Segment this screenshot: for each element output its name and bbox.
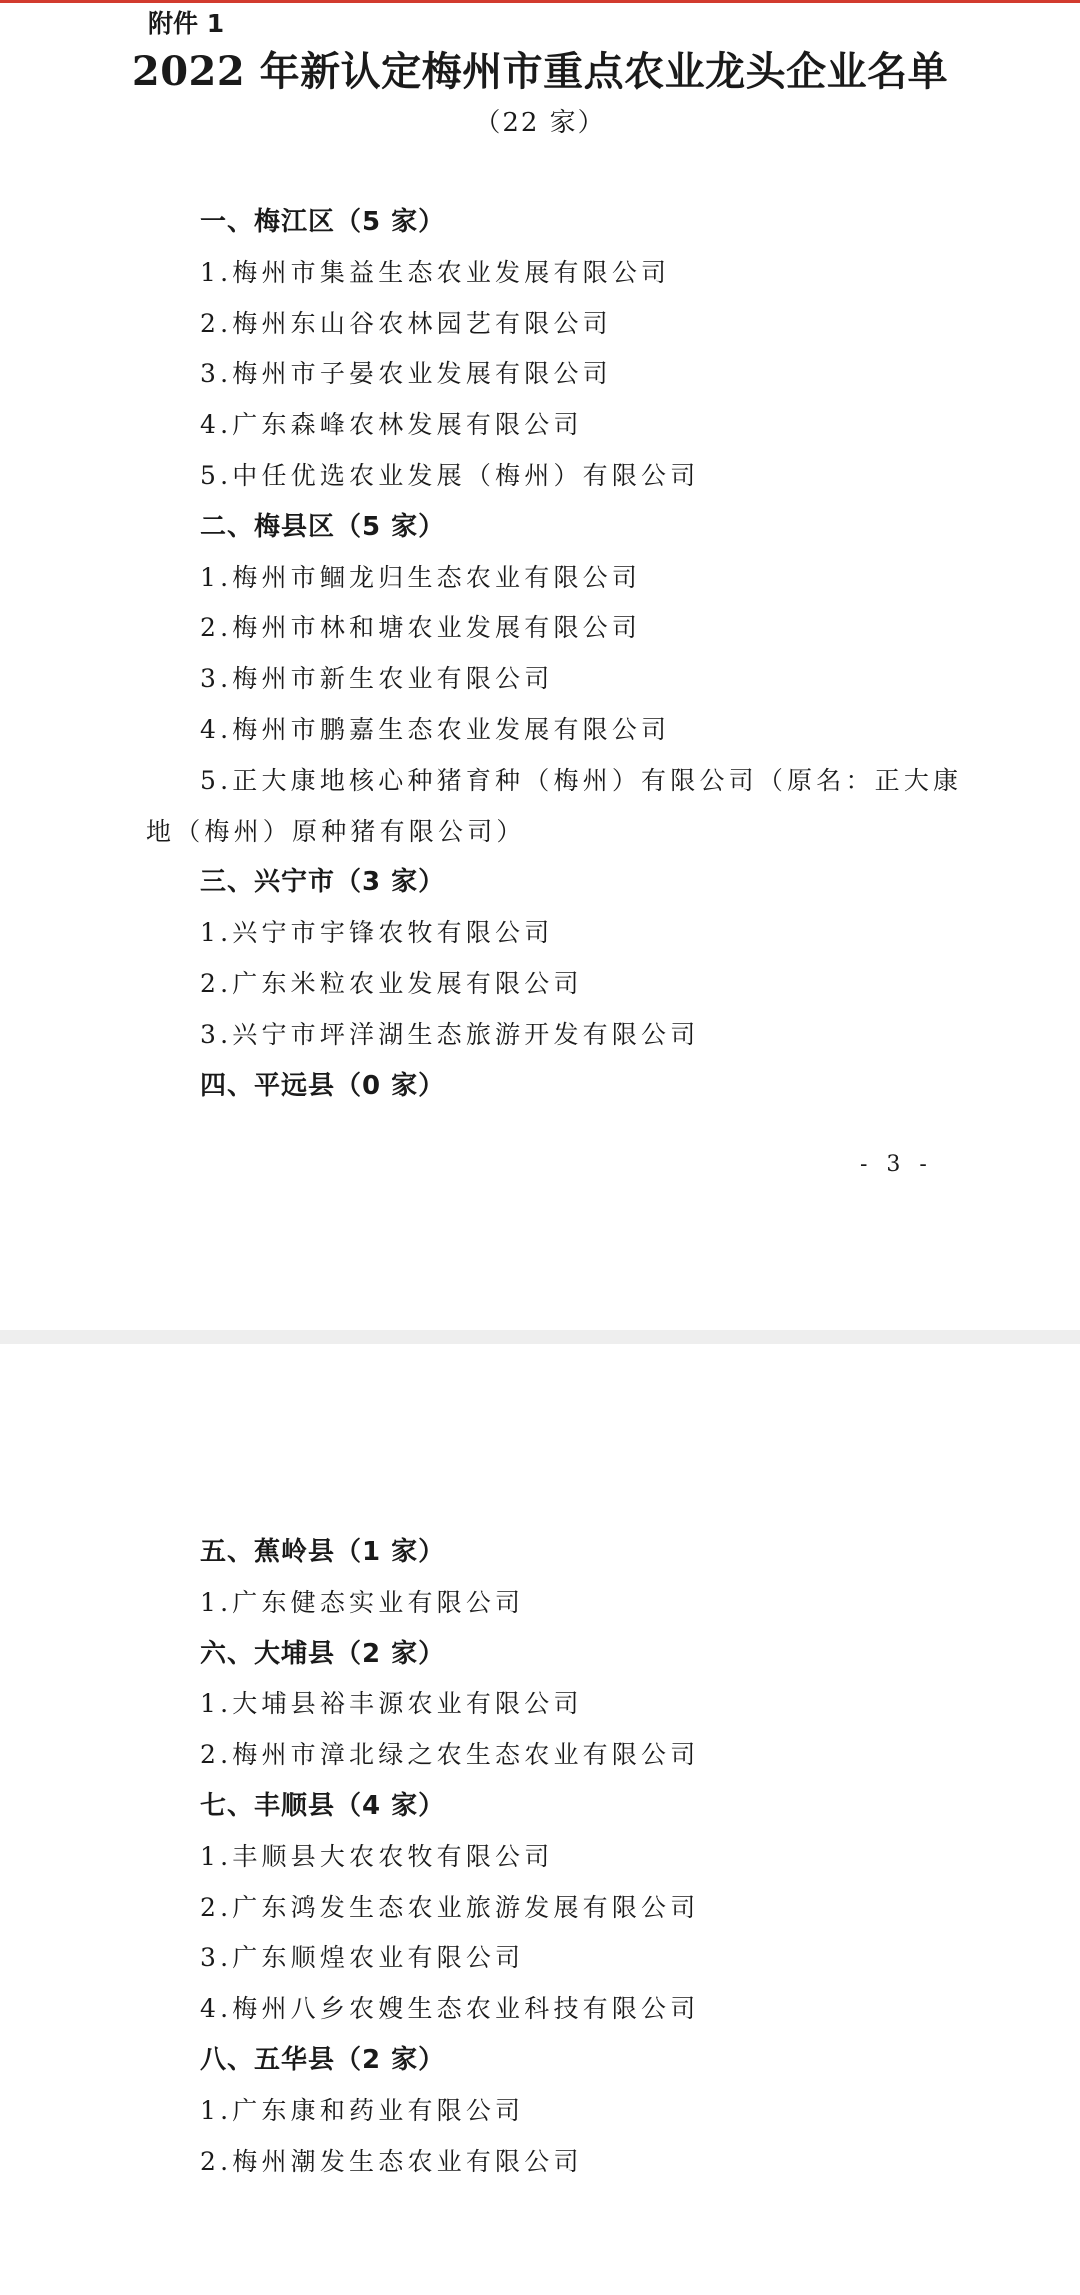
list-item: 2.梅州市漳北绿之农生态农业有限公司 [200,1740,700,1770]
list-item: 1.梅州市鲴龙归生态农业有限公司 [200,562,642,592]
page-separator [0,1330,1080,1344]
list-item-long-line1: 5.正大康地核心种猪育种（梅州）有限公司（原名：正大康 [200,765,963,795]
list-item: 2.梅州潮发生态农业有限公司 [200,2146,583,2176]
section-heading: 一、梅江区（5 家） [200,207,446,237]
list-item: 1.广东健态实业有限公司 [200,1587,525,1617]
section-heading: 七、丰顺县（4 家） [200,1790,446,1821]
page-number: - 3 - [860,1152,933,1177]
list-item-long-line2: 地（梅州）原种猪有限公司） [146,816,526,846]
section-heading: 四、平远县（0 家） [200,1070,446,1101]
list-item: 2.梅州东山谷农林园艺有限公司 [200,308,612,338]
list-item: 1.丰顺县大农农牧有限公司 [200,1841,554,1871]
list-item: 2.广东鸿发生态农业旅游发展有限公司 [200,1892,700,1922]
list-item: 3.梅州市子晏农业发展有限公司 [200,359,612,389]
section-heading: 八、五华县（2 家） [200,2044,446,2075]
list-item: 4.广东森峰农林发展有限公司 [200,410,583,440]
list-item: 1.广东康和药业有限公司 [200,2095,525,2125]
page2-list [0,1527,1080,2187]
section-heading: 五、蕉岭县（1 家） [200,1537,446,1567]
list-item: 2.广东米粒农业发展有限公司 [200,968,583,998]
section-heading: 三、兴宁市（3 家） [200,867,446,898]
list-item: 5.中任优选农业发展（梅州）有限公司 [200,460,700,490]
document-subtitle: （22 家） [474,108,606,138]
list-item: 3.兴宁市坪洋湖生态旅游开发有限公司 [200,1019,700,1049]
section-heading: 二、梅县区（5 家） [200,511,446,542]
section-heading: 六、大埔县（2 家） [200,1638,446,1669]
list-item: 3.广东顺煌农业有限公司 [200,1943,525,1973]
list-item: 4.梅州八乡农嫂生态农业科技有限公司 [200,1994,700,2024]
document-title: 2022 年新认定梅州市重点农业龙头企业名单 [131,48,949,95]
attachment-label: 附件 1 [148,9,225,38]
list-item: 2.梅州市林和塘农业发展有限公司 [200,613,642,643]
page1-list [0,197,1080,1111]
list-item: 1.梅州市集益生态农业发展有限公司 [200,257,671,287]
list-item: 1.兴宁市宇锋农牧有限公司 [200,918,554,948]
list-item: 4.梅州市鹏嘉生态农业发展有限公司 [200,714,671,744]
list-item: 1.大埔县裕丰源农业有限公司 [200,1689,583,1719]
list-item: 3.梅州市新生农业有限公司 [200,664,554,694]
